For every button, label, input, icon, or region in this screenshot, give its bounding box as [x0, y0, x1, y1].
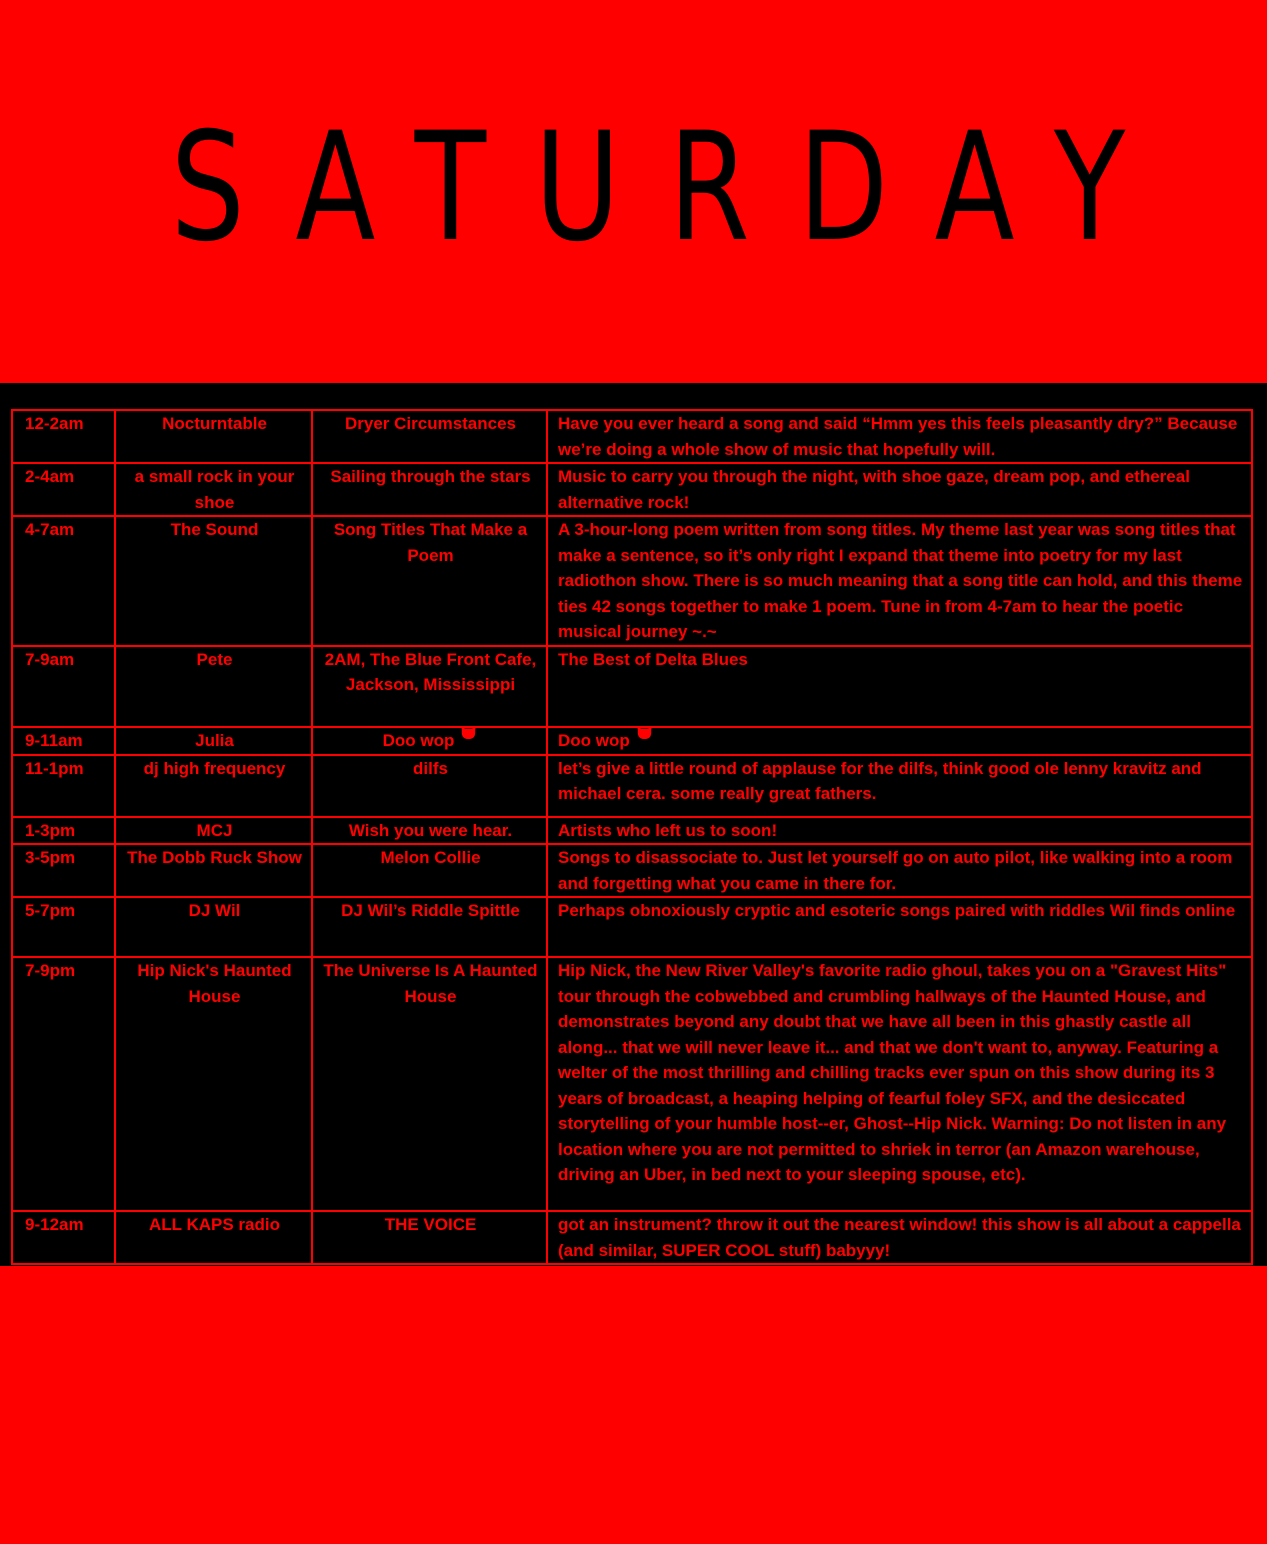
devil-icon	[459, 727, 478, 740]
host-cell: ALL KAPS radio	[115, 1211, 312, 1264]
table-row	[12, 516, 1252, 646]
host-cell: Pete	[115, 646, 312, 727]
host-cell: Nocturntable	[115, 410, 312, 463]
show-label: Doo wop	[382, 730, 455, 750]
show-cell	[312, 727, 547, 755]
table-row	[12, 817, 1252, 845]
time-cell: 4-7am	[12, 516, 115, 646]
show-cell: Sailing through the stars	[312, 463, 547, 516]
host-cell: MCJ	[115, 817, 312, 845]
description-cell: Have you ever heard a song and said “Hmm yes this feels pleasantly dry?” Because we’re doing a whole show of music that hopefully will.	[547, 410, 1252, 463]
table-row	[12, 1211, 1252, 1264]
time-cell: 9-11am	[12, 727, 115, 755]
table-row	[12, 410, 1252, 463]
show-cell: Dryer Circumstances	[312, 410, 547, 463]
description-cell	[547, 727, 1252, 755]
table-row	[12, 646, 1252, 727]
host-cell: The Dobb Ruck Show	[115, 844, 312, 897]
page-title: SATURDAY	[170, 101, 1174, 275]
description-cell: A 3-hour-long poem written from song titles. My theme last year was song titles that make a sentence, so it’s only right I expand that theme into poetry for my last radiothon show. There is so much meaning that a song title can hold, and this theme ties 42 songs together to make 1 poem. Tune in from 4-7am to hear the poetic musical journey ~.~	[547, 516, 1252, 646]
description-cell: let’s give a little round of applause for the dilfs, think good ole lenny kravitz and michael cera. some really great fathers.	[547, 755, 1252, 817]
description-cell: The Best of Delta Blues	[547, 646, 1252, 727]
time-cell: 3-5pm	[12, 844, 115, 897]
show-cell: THE VOICE	[312, 1211, 547, 1264]
table-row	[12, 755, 1252, 817]
description-cell: Music to carry you through the night, with shoe gaze, dream pop, and ethereal alternative rock!	[547, 463, 1252, 516]
table-row	[12, 844, 1252, 897]
table-row	[12, 727, 1252, 755]
description-cell: Artists who left us to soon!	[547, 817, 1252, 845]
show-cell: Song Titles That Make a Poem	[312, 516, 547, 646]
show-cell: DJ Wil’s Riddle Spittle	[312, 897, 547, 957]
description-cell: Hip Nick, the New River Valley's favorite radio ghoul, takes you on a "Gravest Hits" tour through the cobwebbed and crumbling hallways of the Haunted House, and demonstrates beyond any doubt that we have all been in this ghastly castle all along... that we will never leave it... and that we don't want to, anyway. Featuring a welter of the most thrilling and chilling tracks ever spun on this show during its 3 years of broadcast, a heaping helping of fearful foley SFX, and the desiccated storytelling of your humble host--er, Ghost--Hip Nick. Warning: Do not listen in any location where you are not permitted to shriek in terror (an Amazon warehouse, driving an Uber, in bed next to your sleeping spouse, etc).	[547, 957, 1252, 1211]
table-row	[12, 897, 1252, 957]
host-cell: dj high frequency	[115, 755, 312, 817]
host-cell: a small rock in your shoe	[115, 463, 312, 516]
host-cell: Hip Nick's Haunted House	[115, 957, 312, 1211]
table-row	[12, 463, 1252, 516]
table-row	[12, 957, 1252, 1211]
description-cell: Perhaps obnoxiously cryptic and esoteric songs paired with riddles Wil finds online	[547, 897, 1252, 957]
time-cell: 5-7pm	[12, 897, 115, 957]
show-cell: Wish you were hear.	[312, 817, 547, 845]
show-cell: The Universe Is A Haunted House	[312, 957, 547, 1211]
time-cell: 2-4am	[12, 463, 115, 516]
time-cell: 11-1pm	[12, 755, 115, 817]
footer-background	[0, 1266, 1267, 1544]
host-cell: The Sound	[115, 516, 312, 646]
show-cell: 2AM, The Blue Front Cafe, Jackson, Mississippi	[312, 646, 547, 727]
show-cell: Melon Collie	[312, 844, 547, 897]
time-cell: 7-9pm	[12, 957, 115, 1211]
time-cell: 1-3pm	[12, 817, 115, 845]
description-label: Doo wop	[558, 730, 630, 750]
schedule-table	[11, 409, 1253, 1265]
time-cell: 7-9am	[12, 646, 115, 727]
description-cell: got an instrument? throw it out the nearest window! this show is all about a cappella (and similar, SUPER COOL stuff) babyyy!	[547, 1211, 1252, 1264]
host-cell: DJ Wil	[115, 897, 312, 957]
time-cell: 12-2am	[12, 410, 115, 463]
time-cell: 9-12am	[12, 1211, 115, 1264]
show-cell: dilfs	[312, 755, 547, 817]
description-cell: Songs to disassociate to. Just let yourself go on auto pilot, like walking into a room and forgetting what you came in there for.	[547, 844, 1252, 897]
host-cell: Julia	[115, 727, 312, 755]
header	[0, 0, 1267, 383]
devil-icon	[635, 727, 654, 740]
